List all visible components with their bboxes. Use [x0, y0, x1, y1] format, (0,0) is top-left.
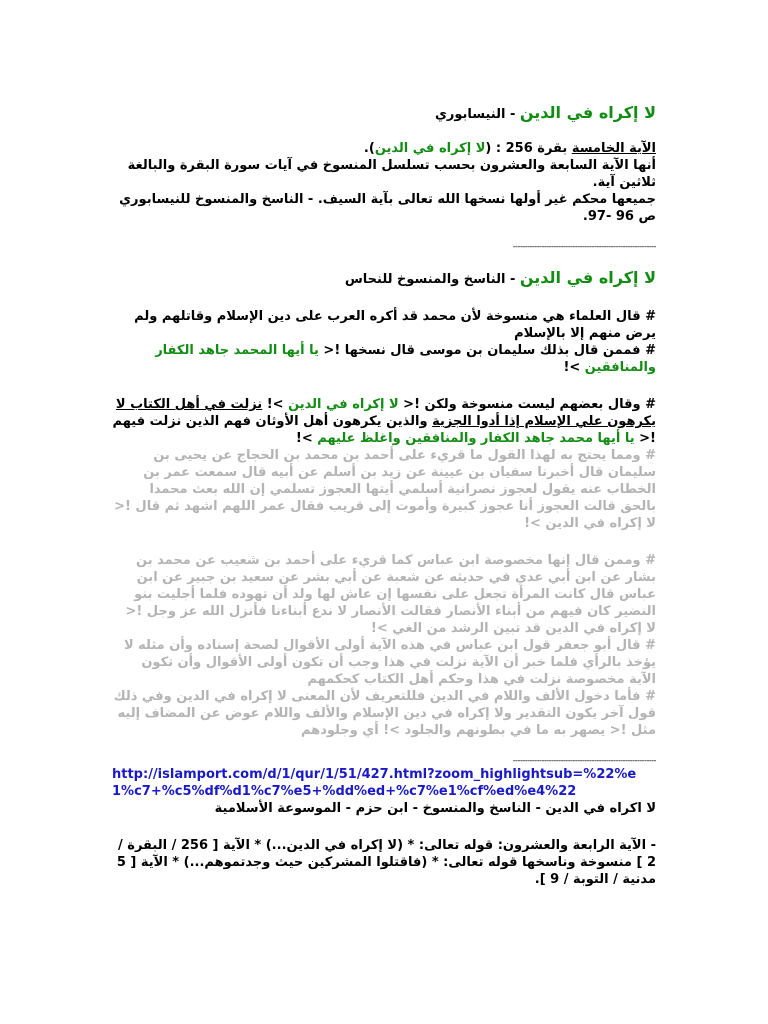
- verse-label: الآية الخامسة: [571, 141, 656, 156]
- document-body: [112, 104, 656, 888]
- heading-green-text: لا إكراه في الدين: [519, 268, 656, 287]
- heading-source: - النيسابوري: [434, 107, 520, 122]
- p3-underlined: نزلت في أهل الكتاب لا يكرهون علي الإسلام إذا أدوا الجزية: [115, 397, 656, 429]
- p3-quote2: يا أيها محمد جاهد الكفار والمنافقين واغلظ عليهم: [317, 431, 635, 446]
- paragraph-final: - الآية الرابعة والعشرون: قوله تعالى: * (لا إكراه في الدين...) * الآية [ 256 / البقرة / 2 ] منسوخة وناسخها قوله تعالى: * (فاقتلوا المشركين حيث وجدتموهم...) * الآية [ 5 مدنية / التوبة / 9 ].: [116, 838, 656, 887]
- p2-quote: يا أيها المحمد جاهد الكفار والمنافقين: [155, 343, 656, 375]
- verse-text: لا إكراه في الدين: [374, 141, 486, 156]
- grey-paragraph-4: # فأما دخول الألف واللام في الدين فللتعريف لأن المعنى لا إكراه في الدين وفي ذلك قول آخر يكون التقدير ولا إكراه في دين الإسلام والألف واللام عوض عن المضاف إليه مثل !< يصهر به ما في بطونهم والجلود >! أي وجلودهم: [113, 689, 656, 738]
- p3-quote: لا إكراه في الدين: [288, 397, 399, 412]
- section1-heading: [112, 104, 656, 123]
- heading-source: - الناسخ والمنسوخ للنحاس: [344, 272, 520, 287]
- verse-explanation: أنها الآية السابعة والعشرون بحسب تسلسل المنسوخ في آيات سورة البقرة والبالغة ثلاثين آية.: [127, 158, 656, 190]
- p3-mid: >!: [262, 397, 289, 412]
- verse-close: ).: [363, 141, 375, 156]
- paragraph-3: [112, 396, 656, 447]
- source-link[interactable]: http://islamport.com/d/1/qur/1/51/427.html?zoom_highlightsub=%22%e1%c7+%c5%df%d1%c7%e5+%dd%ed+%c7%e1%cf%ed%e4%22: [112, 767, 637, 799]
- p2-post: >!: [563, 360, 585, 375]
- separator-line: ------------------------------------------------------------: [512, 756, 656, 765]
- p3-pre: # وقال بعضهم ليست منسوخة ولكن !<: [398, 397, 656, 412]
- verse-line: [112, 140, 656, 157]
- paragraph-1: # قال العلماء هي منسوخة لأن محمد قد أكره العرب على دين الإسلام وقاتلهم ولم يرض منهم إلا بالإسلام: [134, 309, 656, 341]
- paragraph-2: [112, 342, 656, 376]
- separator-line: ------------------------------------------------------------: [512, 242, 656, 251]
- p2-pre: # فممن قال بذلك سليمان بن موسى قال نسخها !<: [318, 343, 656, 358]
- grey-paragraph-2: # وممن قال إنها مخصوصة ابن عباس كما قريء على أحمد بن شعيب عن محمد بن بشار عن ابن أبي عدي في حديثه عن شعبة عن أبي بشر عن سعيد بن جبير عن ابن عباس قال كانت المرأة تجعل على نفسها إن عاش لها ولد أن تهوده فلما أجليت بنو النضير كان فيهم من أبناء الأنصار فقالت الأنصار لا ندع أبناءنا فأنزل الله عز وجل !< لا إكراه في الدين قد تبين الرشد من الغي >!: [125, 553, 656, 636]
- section2-heading: [112, 269, 656, 288]
- grey-paragraph-1: # ومما يحتج به لهذا القول ما قريء على أحمد بن محمد بن الحجاج عن يحيى بن سليمان قال أخبرنا سفيان بن عيينة عن زيد بن أسلم عن أبيه قال سمعت عمر بن الخطاب عنه يقول لعجوز نصرانية أسلمي أيتها العجوز تسلمي إن الله بعث محمدا بالحق قالت العجوز أنا عجوز كبيرة وأموت إلى قريب فقال عمر اللهم اشهد ثم قال !< لا إكراه في الدين >!: [114, 448, 656, 531]
- verse-ref: بقرة 256 : (: [485, 141, 572, 156]
- grey-paragraph-3: # قال أبو جعفر قول ابن عباس في هذه الآية أولى الأقوال لصحة إسناده وأن مثله لا يؤخذ بالرأي فلما خبر أن الآية نزلت في هذا وجب أن تكون أولى الأقوال وأن تكون الآية مخصوصة نزلت في هذا وحكم أهل الكتاب كحكمهم: [123, 638, 656, 687]
- p3-end: >!: [295, 431, 318, 446]
- source-title: لا اكراه في الدين - الناسخ والمنسوخ - ابن حزم - الموسوعة الأسلامية: [214, 801, 656, 816]
- heading-green-text: لا إكراه في الدين: [519, 103, 656, 122]
- verse-note: جميعها محكم غير أولها نسخها الله تعالى بآية السيف. - الناسخ والمنسوخ للنيسابوري ص 96 -97.: [119, 192, 656, 224]
- p3-mid2: والذين يكرهون أهل الأوثان فهم الذين نزلت فيهم !<: [112, 414, 656, 446]
